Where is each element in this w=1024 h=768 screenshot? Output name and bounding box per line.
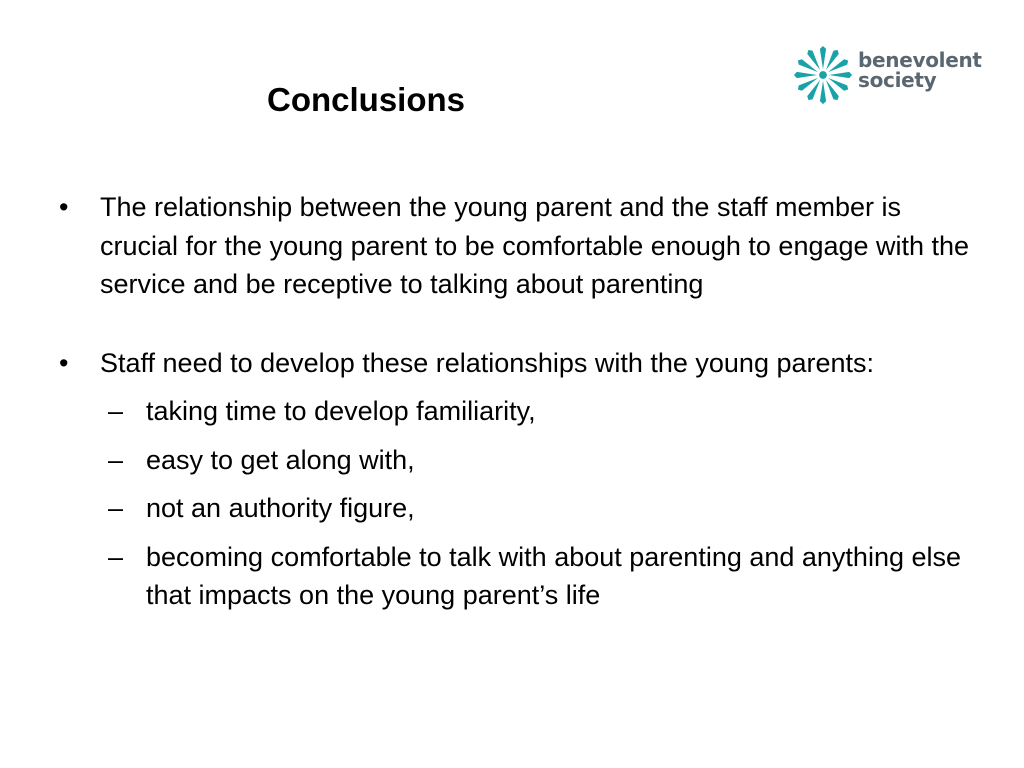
logo-line-2: society: [858, 68, 937, 92]
bullet-list: [56, 188, 976, 615]
benevolent-society-logo: [792, 42, 982, 106]
bullet-item: [56, 188, 976, 304]
sub-bullet-text: taking time to develop familiarity,: [146, 396, 536, 426]
star-flower-icon: [792, 44, 854, 106]
bullet-item: [56, 344, 976, 615]
logo-wordmark: [858, 50, 982, 90]
sub-bullet-text: easy to get along with,: [146, 444, 415, 475]
sub-bullet-marker: –: [108, 541, 124, 572]
sub-bullet-item: [56, 441, 976, 480]
slide-title: Conclusions: [267, 81, 466, 118]
bullet-text: Staff need to develop these relationships with the young parents:: [100, 347, 875, 378]
logo-line-1: benevolent: [858, 48, 982, 72]
sub-bullet-text: not an authority figure,: [146, 493, 415, 523]
sub-bullet-item: [56, 538, 976, 615]
bullet-marker: •: [59, 192, 69, 222]
bullet-marker: •: [59, 347, 69, 378]
sub-bullet-list: [56, 392, 976, 615]
sub-bullet-marker: –: [108, 396, 124, 426]
sub-bullet-item: [56, 489, 976, 528]
sub-bullet-marker: –: [108, 493, 124, 523]
sub-bullet-text: becoming comfortable to talk with about parenting and anything else that impacts on the young parent’s life: [146, 541, 962, 610]
sub-bullet-item: [56, 392, 976, 431]
bullet-text: The relationship between the young parent and the staff member is crucial for the young parent to be comfortable enough to engage with the service and be receptive to talking about parenting: [100, 192, 970, 299]
sub-bullet-marker: –: [108, 444, 124, 475]
